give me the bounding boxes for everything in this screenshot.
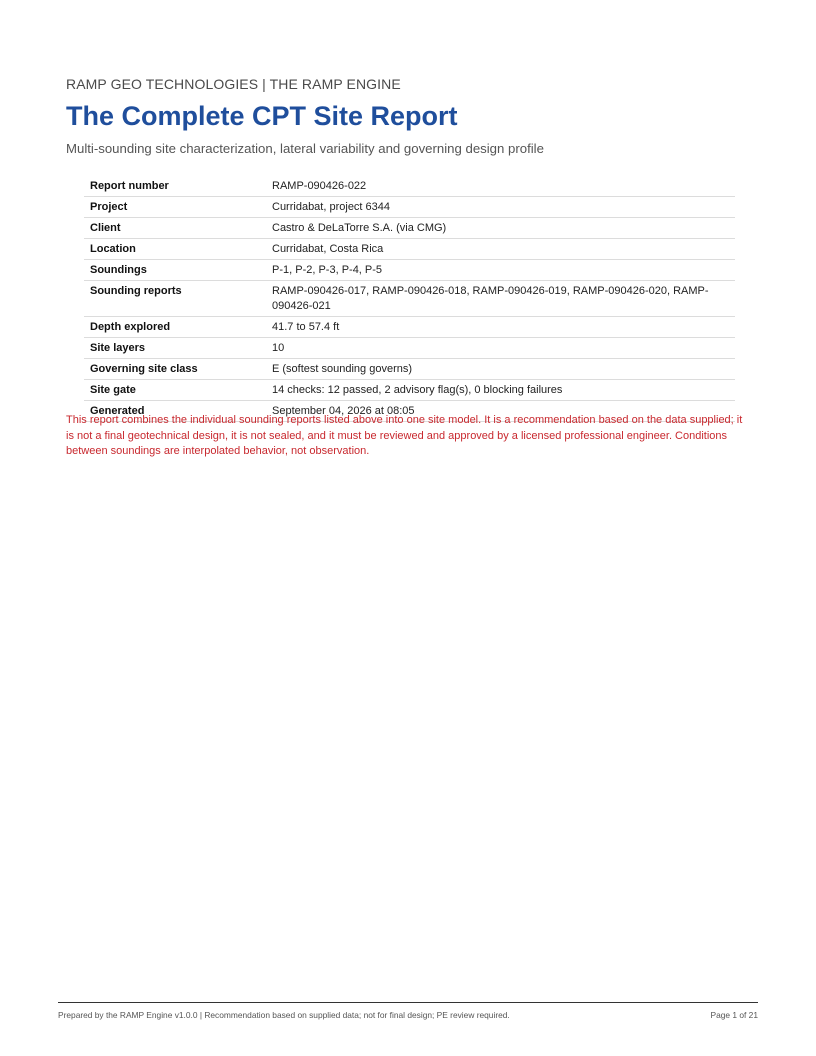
row-label: Depth explored bbox=[84, 317, 266, 338]
table-row bbox=[84, 218, 735, 239]
table-row bbox=[84, 197, 735, 218]
row-label: Project bbox=[84, 197, 266, 218]
row-label: Site layers bbox=[84, 338, 266, 359]
row-value: 41.7 to 57.4 ft bbox=[266, 317, 735, 338]
disclaimer-notice: This report combines the individual sounding reports listed above into one site model. It is a recommendation based on the data supplied; it is not a final geotechnical design, it is not sealed, and it must be reviewed and approved by a licensed professional engineer. Conditions between soundings are interpolated behavior, not observation. bbox=[66, 414, 743, 457]
row-label: Sounding reports bbox=[84, 281, 266, 317]
table-row bbox=[84, 317, 735, 338]
row-label: Governing site class bbox=[84, 359, 266, 380]
row-value: Castro & DeLaTorre S.A. (via CMG) bbox=[266, 218, 735, 239]
table-row bbox=[84, 260, 735, 281]
row-value: 10 bbox=[266, 338, 735, 359]
row-value: RAMP-090426-022 bbox=[266, 176, 735, 197]
footer-divider bbox=[58, 1002, 758, 1003]
row-value: Curridabat, project 6344 bbox=[266, 197, 735, 218]
row-label: Site gate bbox=[84, 380, 266, 401]
row-label: Location bbox=[84, 239, 266, 260]
page-number: Page 1 of 21 bbox=[710, 1010, 758, 1020]
table-row bbox=[84, 359, 735, 380]
table-row bbox=[84, 239, 735, 260]
page-subtitle: Multi-sounding site characterization, lateral variability and governing design profile bbox=[66, 141, 544, 156]
row-value: P-1, P-2, P-3, P-4, P-5 bbox=[266, 260, 735, 281]
page-title: The Complete CPT Site Report bbox=[66, 101, 458, 131]
row-value: Curridabat, Costa Rica bbox=[266, 239, 735, 260]
table-row bbox=[84, 380, 735, 401]
row-label: Client bbox=[84, 218, 266, 239]
footer-note: Prepared by the RAMP Engine v1.0.0 | Recommendation based on supplied data; not for final design; PE review required. bbox=[58, 1010, 510, 1020]
row-label: Report number bbox=[84, 176, 266, 197]
row-value: 14 checks: 12 passed, 2 advisory flag(s), 0 blocking failures bbox=[266, 380, 735, 401]
row-value: E (softest sounding governs) bbox=[266, 359, 735, 380]
row-label: Generated bbox=[84, 401, 266, 422]
report-metadata-table bbox=[84, 176, 735, 422]
report-kicker: RAMP GEO TECHNOLOGIES | THE RAMP ENGINE bbox=[66, 76, 401, 92]
row-value: RAMP-090426-017, RAMP-090426-018, RAMP-090426-019, RAMP-090426-020, RAMP-090426-021 bbox=[266, 281, 735, 317]
table-row bbox=[84, 281, 735, 317]
table-row bbox=[84, 338, 735, 359]
row-label: Soundings bbox=[84, 260, 266, 281]
table-row bbox=[84, 176, 735, 197]
row-value: September 04, 2026 at 08:05 bbox=[266, 401, 735, 422]
